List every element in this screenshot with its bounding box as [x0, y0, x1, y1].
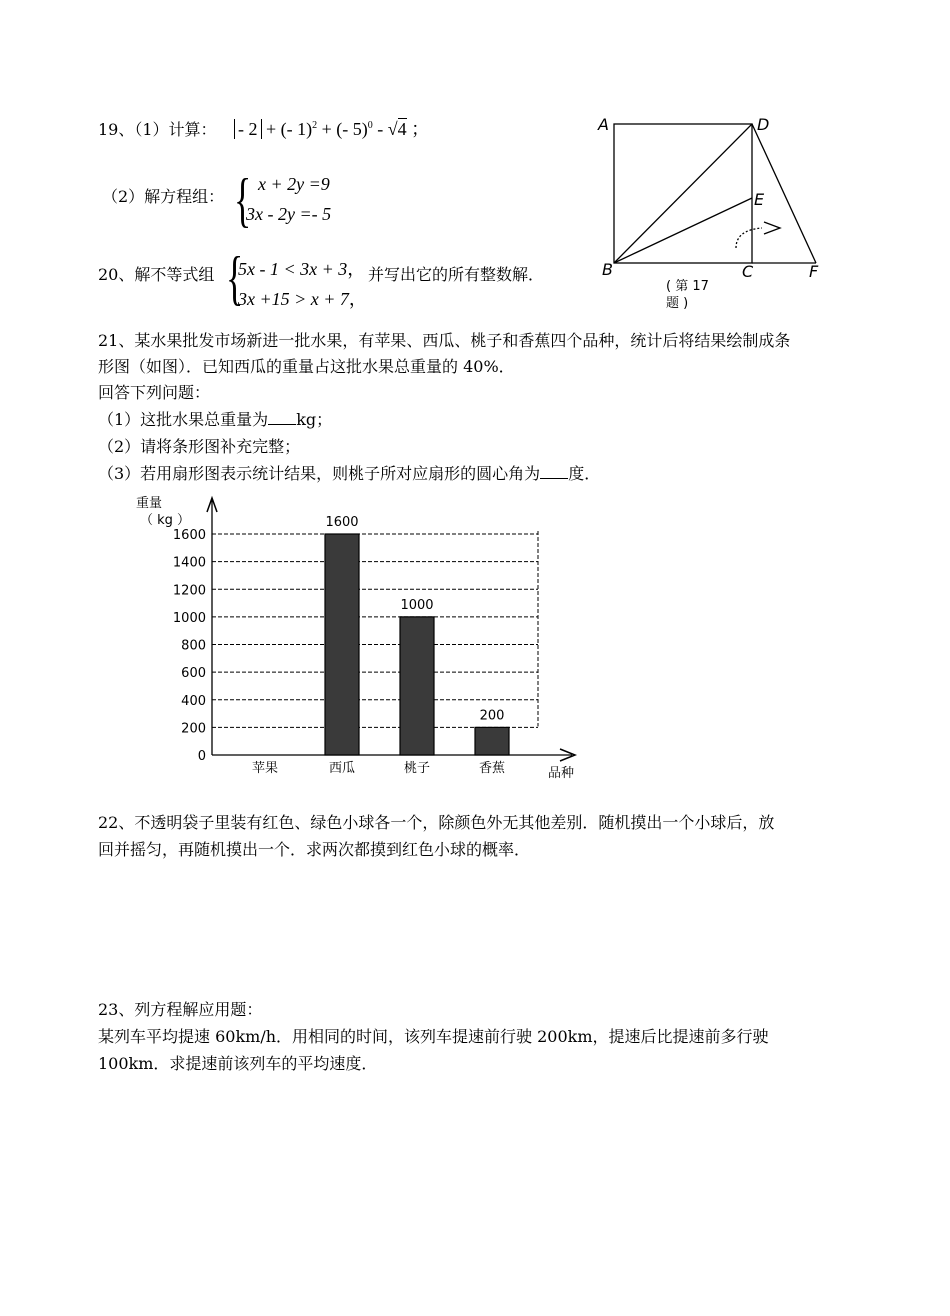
y-tick-label: 0: [197, 749, 206, 764]
q20-tail: 并写出它的所有整数解．: [368, 265, 545, 284]
power-term-base: + (- 1): [266, 119, 313, 139]
brace-icon: {: [234, 167, 252, 233]
vertex-D: D: [757, 115, 770, 134]
bar: [475, 727, 509, 755]
rotation-arrow-icon: [736, 228, 762, 248]
q19-expression: [234, 115, 429, 141]
y-tick-label: 1600: [172, 528, 206, 543]
figure-caption-line1: ( 第 17: [666, 279, 709, 294]
y-axis-title-line1: 重量: [136, 496, 163, 511]
power-exponent-0: 0: [367, 120, 373, 131]
answer-blank-3[interactable]: [540, 464, 568, 479]
inequality-1: 5x - 1 < 3x + 3，: [238, 259, 366, 279]
x-axis-title: 品种: [548, 766, 575, 781]
minus-sign: -: [377, 119, 384, 139]
point-E: E: [754, 190, 765, 209]
chart-axes: [207, 498, 575, 761]
q22-line2: 回并摇匀，再随机摸出一个．求两次都摸到红色小球的概率．: [98, 840, 531, 859]
figure-17: [590, 110, 840, 320]
brace-icon: {: [226, 245, 244, 311]
q21-part2: （2）请将条形图补充完整；: [98, 437, 301, 456]
q23-line2: 某列车平均提速 60km/h．用相同的时间，该列车提速前行驶 200km，提速后比提速前多行驶: [98, 1027, 769, 1046]
abs-value-term: - 2: [234, 119, 262, 139]
y-tick-label: 600: [181, 666, 206, 682]
semicolon: ；: [411, 119, 430, 139]
q20-label: 20、解不等式组: [98, 265, 215, 284]
bar-data-label: 1000: [400, 597, 434, 613]
q21-line1: 21、某水果批发市场新进一批水果，有苹果、西瓜、桃子和香蕉四个品种，统计后将结果绘制成条: [98, 331, 791, 350]
sqrt-icon: √: [387, 119, 398, 139]
y-axis-title-line2: （ kg ）: [140, 513, 191, 528]
arrow-head-icon: [764, 222, 780, 234]
inequality-2: 3x +15 > x + 7，: [238, 289, 367, 309]
x-category-label: 苹果: [251, 761, 279, 776]
x-category-label: 桃子: [403, 761, 431, 776]
vertex-C: C: [742, 262, 754, 281]
bar: [325, 534, 359, 755]
q19-label: 19、（1）计算：: [98, 120, 217, 139]
y-tick-label: 1200: [172, 583, 206, 599]
equation-2: 3x - 2y =- 5: [246, 204, 332, 224]
x-category-label: 西瓜: [328, 761, 356, 776]
segment-BD: [614, 124, 752, 263]
y-tick-label: 800: [181, 638, 206, 654]
y-tick-label: 1000: [172, 610, 206, 626]
y-tick-label: 1400: [172, 555, 206, 571]
segment-BE: [614, 198, 752, 263]
answer-blank-1[interactable]: [268, 410, 296, 425]
vertex-A: A: [598, 115, 609, 134]
sqrt-radicand: 4: [397, 119, 407, 139]
point-F: F: [809, 262, 819, 281]
bar-data-label: 200: [479, 708, 505, 724]
q23-line3: 100km．求提速前该列车的平均速度．: [98, 1054, 378, 1073]
x-category-label: 香蕉: [478, 761, 506, 776]
q21-part1: （1）这批水果总重量为 kg；: [98, 410, 333, 429]
fruit-weight-bar-chart: [120, 490, 600, 790]
q21-part3: （3）若用扇形图表示统计结果，则桃子所对应扇形的圆心角为 度．: [98, 464, 601, 483]
chart-grid: [212, 531, 538, 727]
q19-part2-label: （2）解方程组：: [102, 187, 225, 206]
q23-line1: 23、列方程解应用题：: [98, 1000, 263, 1019]
y-tick-label: 200: [181, 721, 206, 737]
q21-line3: 回答下列问题：: [98, 383, 211, 402]
vertex-B: B: [602, 260, 613, 279]
q21-line2: 形图（如图）．已知西瓜的重量占这批水果总重量的 40%．: [98, 357, 515, 376]
y-tick-label: 400: [181, 693, 206, 709]
equation-1: x + 2y =9: [258, 174, 330, 194]
figure-caption-line2: 题 ): [666, 296, 689, 311]
bar: [400, 617, 434, 755]
power-exponent-2: 2: [312, 120, 318, 131]
bar-data-label: 1600: [325, 515, 359, 530]
q22-line1: 22、不透明袋子里装有红色、绿色小球各一个，除颜色外无其他差别．随机摸出一个小球后，放: [98, 813, 775, 832]
zero-power-term-base: + (- 5): [321, 119, 368, 139]
